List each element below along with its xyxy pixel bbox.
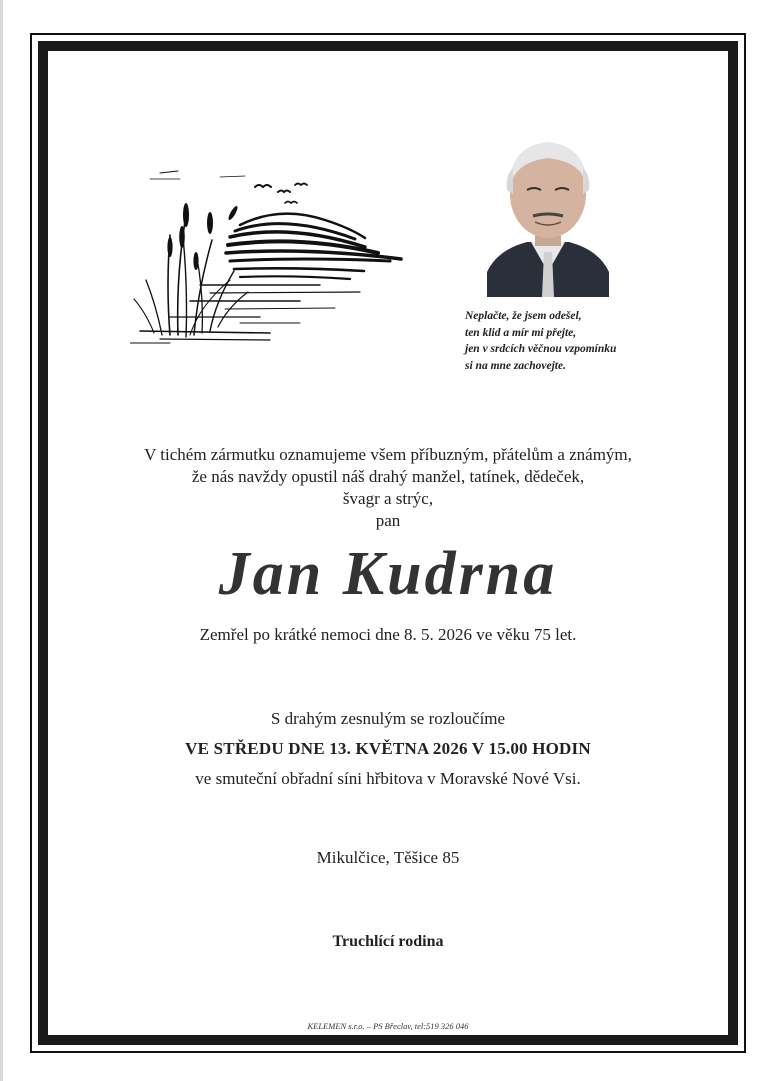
poem-line: Neplačte, že jsem odešel, <box>465 310 582 322</box>
poem-line: si na mne zachovejte. <box>465 359 566 372</box>
farewell-place: ve smuteční obřadní síni hřbitova v Moravské Nové Vsi. <box>195 769 581 788</box>
poem-line: ten klid a mír mi přejte, <box>465 326 577 339</box>
farewell-intro: S drahým zesnulým se rozloučíme <box>270 709 506 728</box>
page-edge-shadow <box>0 0 3 1081</box>
family-signature: Truchlící rodina <box>332 933 444 950</box>
farewell-date-time: VE STŘEDU DNE 13. KVĚTNA 2026 V 15.00 HODIN <box>185 739 591 758</box>
poem-line: jen v srdcích věčnou vzpomínku <box>465 343 617 355</box>
printer-footer: KELEMEN s.r.o. – PS Břeclav, tel:519 326 046 <box>307 1021 469 1031</box>
deceased-portrait-photo <box>487 132 609 297</box>
announcement-text <box>48 444 728 532</box>
announcement-line: V tichém zármutku oznamujeme všem příbuzným, přátelům a známým, <box>144 445 632 464</box>
deceased-name: Jan Kudrna <box>218 540 558 608</box>
family-address: Mikulčice, Těšice 85 <box>316 848 460 867</box>
announcement-line: švagr a strýc, <box>342 489 434 508</box>
announcement-line: že nás navždy opustil náš drahý manžel, tatínek, dědeček, <box>191 467 585 486</box>
farewell-details <box>48 704 728 794</box>
announcement-line: pan <box>375 511 401 530</box>
death-notice: Zemřel po krátké nemoci dne 8. 5. 2026 ve věku 75 let. <box>199 625 577 644</box>
reeds-landscape-illustration <box>130 165 405 350</box>
memorial-poem <box>465 308 665 374</box>
